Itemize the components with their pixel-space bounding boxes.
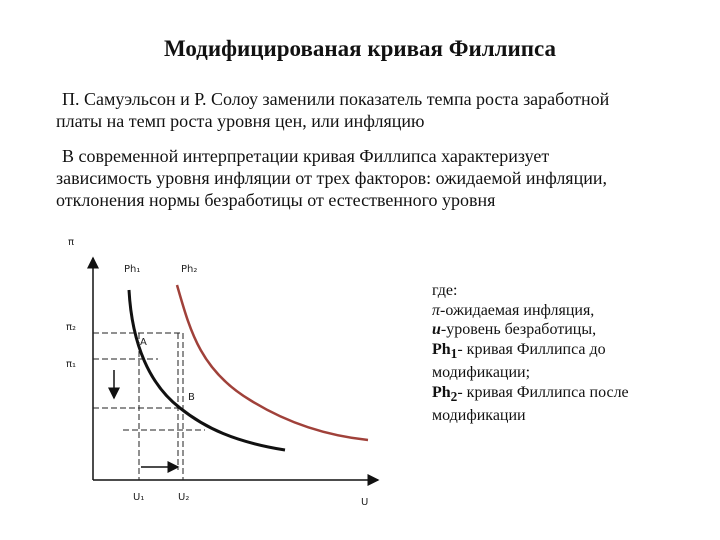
pi2-label: π₂ bbox=[66, 322, 77, 333]
legend-ph2-line bbox=[432, 383, 629, 407]
legend-ph1-sub: 1 bbox=[450, 345, 458, 361]
paragraph-interpretation-line-3: отклонения нормы безработицы от естественного уровня bbox=[56, 190, 496, 210]
legend-ph1-line bbox=[432, 340, 629, 364]
u2-label: U₂ bbox=[178, 492, 190, 503]
paragraph-interpretation-line-2: зависимость уровня инфляции от трех факторов: ожидаемой инфляции, bbox=[56, 168, 607, 188]
legend-ph2-text: - кривая Филлипса после bbox=[457, 383, 629, 401]
pi1-label: π₁ bbox=[66, 359, 77, 370]
curve-ph2 bbox=[177, 285, 368, 440]
legend-pi-line bbox=[432, 301, 629, 321]
legend-pi-text: -ожидаемая инфляция, bbox=[440, 301, 595, 319]
legend-u-text: -уровень безработицы, bbox=[440, 321, 597, 338]
legend-where: где: bbox=[432, 282, 458, 299]
paragraph-intro-line-1: П. Самуэльсон и Р. Солоу заменили показатель темпа роста заработной bbox=[62, 89, 610, 109]
page-title: Модифицированая кривая Филлипса bbox=[163, 36, 557, 61]
legend-ph2-name: Ph bbox=[432, 383, 451, 401]
curve-ph1-label: Ph₁ bbox=[124, 264, 141, 275]
paragraph-intro-line-2: платы на темп роста уровня цен, или инфляцию bbox=[56, 111, 425, 131]
point-b-label: B bbox=[188, 392, 195, 403]
legend-ph1-text: - кривая Филлипса до bbox=[457, 340, 606, 358]
legend-ph1-line-2: модификации; bbox=[432, 364, 531, 382]
legend-ph1-name: Ph bbox=[432, 340, 451, 358]
u1-label: U₁ bbox=[133, 492, 145, 503]
legend-u-line bbox=[432, 320, 629, 340]
curve-ph1 bbox=[129, 290, 285, 450]
paragraph-interpretation-line-1: В современной интерпретации кривая Филлипса характеризует bbox=[62, 146, 550, 166]
legend-ph2-line-2: модификации bbox=[432, 407, 526, 425]
legend-pi-symbol: π bbox=[432, 301, 441, 319]
legend-block bbox=[432, 281, 629, 426]
legend-u-symbol: u bbox=[432, 321, 441, 338]
y-axis-label: π bbox=[68, 237, 75, 248]
legend-ph2-sub: 2 bbox=[450, 388, 458, 404]
point-a-label: A bbox=[140, 337, 147, 348]
x-axis-label: U bbox=[361, 497, 369, 508]
curve-ph2-label: Ph₂ bbox=[181, 264, 198, 275]
